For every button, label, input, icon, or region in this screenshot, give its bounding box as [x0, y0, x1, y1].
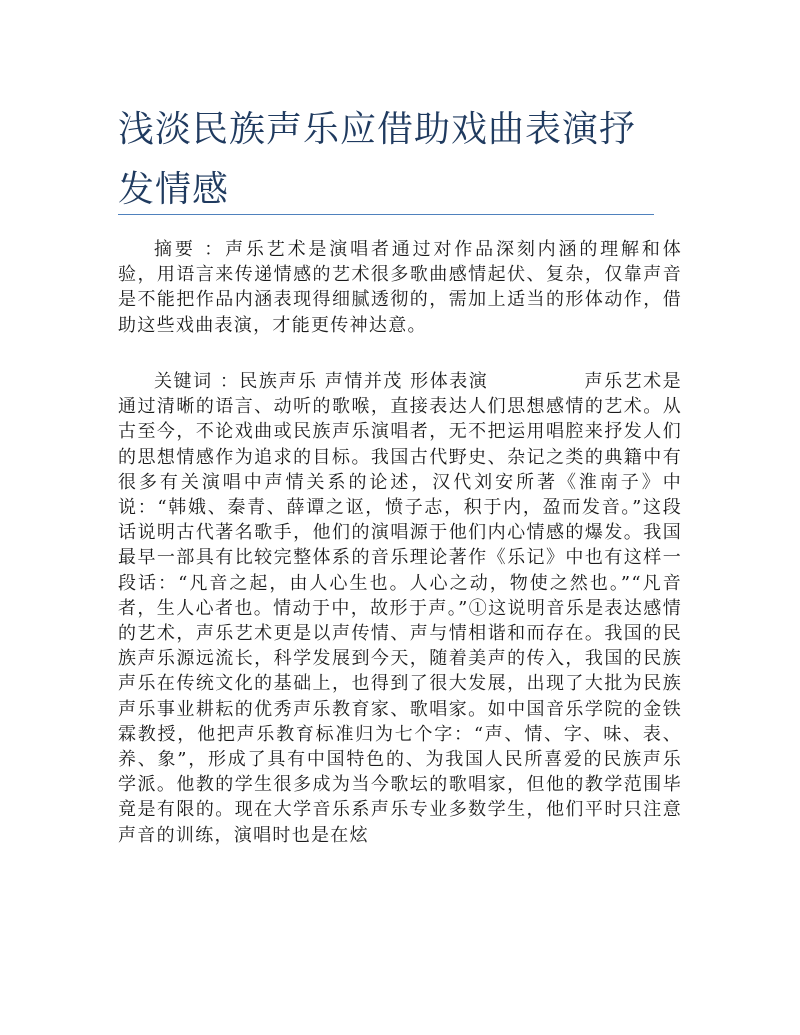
keywords-label: 关键词 ： [154, 371, 240, 392]
keywords-and-body-paragraph [118, 369, 682, 848]
abstract-paragraph [118, 237, 682, 338]
keywords-list: 民族声乐 声情并茂 形体表演 [239, 371, 489, 392]
title-underline [118, 214, 654, 215]
abstract-label: 摘要 ： [154, 239, 226, 260]
abstract-text: 声乐艺术是演唱者通过对作品深刻内涵的理解和体验，用语言来传递情感的艺术很多歌曲感情起伏、复杂，仅靠声音是不能把作品内涵表现得细腻透彻的，需加上适当的形体动作，借助这些戏曲表演，才能更传神达意。 [118, 239, 682, 336]
document-title: 浅淡民族声乐应借助戏曲表演抒发情感 [118, 109, 637, 210]
body-text: 声乐艺术是通过清晰的语言、动听的歌喉，直接表达人们思想感情的艺术。从古至今，不论戏曲或民族声乐演唱者，无不把运用唱腔来抒发人们的思想情感作为追求的目标。我国古代野史、杂记之类的典籍中有很多有关演唱中声情关系的论述，汉代刘安所著《淮南子》中说：“韩娥、秦青、薛谭之讴，愤子志，积于内，盈而发音。”这段话说明古代著名歌手，他们的演唱源于他们内心情感的爆发。我国最早一部具有比较完整体系的音乐理论著作《乐记》中也有这样一段话：“凡音之起，由人心生也。人心之动，物使之然也。”“凡音者，生人心者也。情动于中，故形于声。”①这说明音乐是表达感情的艺术，声乐艺术更是以声传情、声与情相谐和而存在。我国的民族声乐源远流长，科学发展到今天，随着美声的传入，我国的民族声乐在传统文化的基础上，也得到了很大发展，出现了大批为民族声乐事业耕耘的优秀声乐教育家、歌唱家。如中国音乐学院的金铁霖教授，他把声乐教育标准归为七个字：“声、情、字、味、表、养、象”，形成了具有中国特色的、为我国人民所喜爱的民族声乐学派。他教的学生很多成为当今歌坛的歌唱家，但他的教学范围毕竟是有限的。现在大学音乐系声乐专业多数学生，他们平时只注意声音的训练，演唱时也是在炫 [118, 371, 682, 846]
